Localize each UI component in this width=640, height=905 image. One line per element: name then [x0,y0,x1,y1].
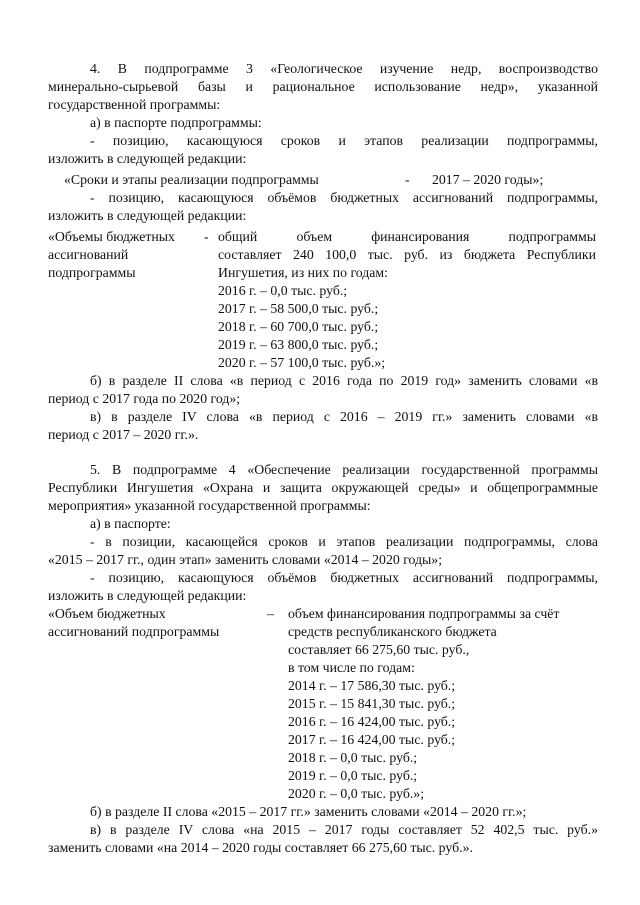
s5-year-row: 2014 г. – 17 586,30 тыс. руб.; [288,678,456,693]
s4-item-a: а) в паспорте подпрограммы: [90,115,262,130]
s4-item-c-line1: в) в разделе IV слова «в период с 2016 – 2019 гг.» заменить словами «в [90,409,598,424]
s4-heading-line3: государственной программы: [48,97,221,112]
s5-item-c-line1: в) в разделе IV слова «на 2015 – 2017 годы составляет 52 402,5 тыс. руб.» [90,822,598,837]
s5-year-row: 2016 г. – 16 424,00 тыс. руб.; [288,714,456,729]
s4-year-row: 2016 г. – 0,0 тыс. руб.; [218,283,348,298]
s5-pos1-line1: - в позиции, касающейся сроков и этапов реализации подпрограммы, слова [90,534,598,549]
s5-item-b: б) в разделе II слова «2015 – 2017 гг.» заменить словами «2014 – 2020 гг.»; [90,804,527,819]
s5-heading-line3: мероприятия» указанной государственной программы: [48,498,371,513]
s4-heading-line1: 4. В подпрограмме 3 «Геологическое изучение недр, воспроизводство [90,61,598,76]
s4-pos1-line1: - позицию, касающуюся сроков и этапов реализации подпрограммы, [90,133,598,148]
s4-item-b-line1: б) в разделе II слова «в период с 2016 года по 2019 год» заменить словами «в [90,373,598,388]
s4-year-row: 2017 г. – 58 500,0 тыс. руб.; [218,301,379,316]
s5-pos1-line2: «2015 – 2017 гг., один этап» заменить словами «2014 – 2020 годы»; [48,552,443,567]
s4-year-row: 2020 г. – 57 100,0 тыс. руб.»; [218,355,386,370]
s5-heading-line2: Республики Ингушетия «Охрана и защита окружающей среды» и общепрограммные [48,480,598,495]
s5-item-a: а) в паспорте: [90,516,171,531]
s4-budget-text-line2: составляет 240 100,0 тыс. руб. из бюджета Республики [218,247,596,262]
s4-budget-text-line1: общий объем финансирования подпрограммы [218,229,596,244]
s4-budget-label-line2: ассигнований [48,247,129,262]
s5-budget-text-line1: объем финансирования подпрограммы за счёт [288,606,560,621]
s5-year-row: 2019 г. – 0,0 тыс. руб.; [288,768,418,783]
s5-year-row: 2020 г. – 0,0 тыс. руб.»; [288,786,425,801]
s5-pos2-line2: изложить в следующей редакции: [48,588,247,603]
s5-budget-label-line1: «Объем бюджетных [48,606,166,621]
s5-budget-label-line2: ассигнований подпрограммы [48,624,220,639]
s4-terms-dash: - [405,172,410,187]
s4-terms-value: 2017 – 2020 годы»; [432,172,544,187]
s5-year-row: 2015 г. – 15 841,30 тыс. руб.; [288,696,456,711]
s4-pos2-line1: - позицию, касающуюся объёмов бюджетных ассигнований подпрограммы, [90,190,598,205]
s4-item-c-line2: период с 2017 – 2020 гг.». [48,427,199,442]
s4-year-row: 2018 г. – 60 700,0 тыс. руб.; [218,319,379,334]
s5-item-c-line2: заменить словами «на 2014 – 2020 годы составляет 66 275,60 тыс. руб.». [48,840,473,855]
s4-budget-text-line3: Ингушетия, из них по годам: [218,265,388,280]
s4-budget-dash: - [204,229,209,244]
s5-year-row: 2017 г. – 16 424,00 тыс. руб.; [288,732,456,747]
s4-budget-label-line3: подпрограммы [48,265,136,280]
s5-budget-text-line4: в том числе по годам: [288,660,415,675]
s4-terms-label: «Сроки и этапы реализации подпрограммы [64,172,319,187]
s4-pos1-line2: изложить в следующей редакции: [48,151,247,166]
s5-budget-text-line2: средств республиканского бюджета [288,624,497,639]
s5-budget-text-line3: составляет 66 275,60 тыс. руб., [288,642,470,657]
s4-year-row: 2019 г. – 63 800,0 тыс. руб.; [218,337,379,352]
s4-heading-line2: минерально-сырьевой базы и рациональное использование недр», указанной [48,79,598,94]
s5-budget-dash: – [267,606,274,621]
s5-pos2-line1: - позицию, касающуюся объёмов бюджетных ассигнований подпрограммы, [90,570,598,585]
s4-pos2-line2: изложить в следующей редакции: [48,208,247,223]
s4-budget-label-line1: «Объемы бюджетных [48,229,175,244]
s4-item-b-line2: период с 2017 года по 2020 год»; [48,391,241,406]
s5-year-row: 2018 г. – 0,0 тыс. руб.; [288,750,418,765]
s5-heading-line1: 5. В подпрограмме 4 «Обеспечение реализации государственной программы [90,462,598,477]
